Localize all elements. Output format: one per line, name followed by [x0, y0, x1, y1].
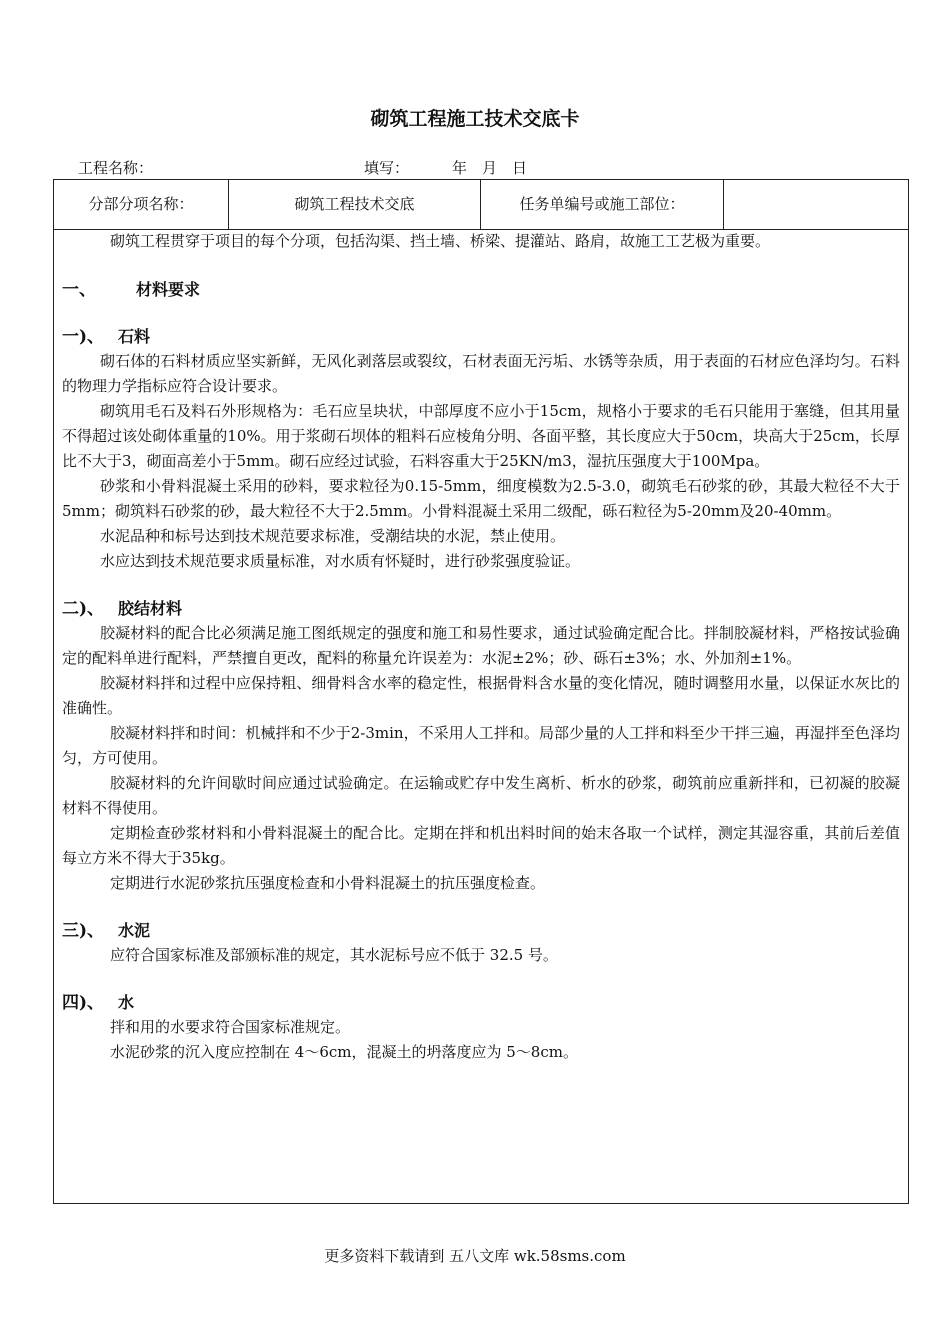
- paragraph: 水泥品种和标号达到技术规范要求标准，受潮结块的水泥，禁止使用。: [100, 527, 566, 545]
- paragraph: 水泥砂浆的沉入度应控制在 4～6cm，混凝土的坍落度应为 5～8cm。: [110, 1043, 578, 1061]
- date-label: 年 月 日: [452, 159, 528, 177]
- section-stone: [62, 324, 900, 349]
- heading-number: 一、: [62, 280, 96, 300]
- section-binding-material: [62, 596, 900, 621]
- handover-table: [53, 179, 909, 1204]
- heading-material-requirements: [62, 277, 900, 302]
- fill-label: 填写：: [364, 159, 410, 177]
- footer-download-note: 更多资料下载请到 五八文库 wk.58sms.com: [324, 1247, 626, 1265]
- task-number-label: 任务单编号或施工部位：: [481, 180, 724, 229]
- section-title: 水: [118, 993, 135, 1012]
- section-title: 胶结材料: [118, 599, 183, 618]
- paragraph: 水应达到技术规范要求质量标准，对水质有怀疑时，进行砂浆强度验证。: [100, 552, 581, 570]
- sub-item-value: 砌筑工程技术交底: [229, 180, 481, 229]
- section-number: 一)、: [62, 327, 105, 347]
- section-title: 石料: [118, 327, 151, 346]
- sub-item-label: 分部分项名称：: [54, 180, 229, 229]
- section-cement: [62, 918, 900, 943]
- paragraph: 胶凝材料的允许间歇时间应通过试验确定。在运输或贮存中发生离析、析水的砂浆，砌筑前应重新拌和，已初凝的胶凝材料不得使用。: [62, 774, 900, 817]
- paragraph: 胶凝材料拌和过程中应保持粗、细骨料含水率的稳定性，根据骨料含水量的变化情况，随时调整用水量，以保证水灰比的准确性。: [62, 674, 900, 717]
- document-title: 砌筑工程施工技术交底卡: [370, 108, 580, 130]
- paragraph: 应符合国家标准及部颁标准的规定，其水泥标号应不低于 32.5 号。: [110, 946, 558, 964]
- paragraph: 胶凝材料拌和时间：机械拌和不少于2-3min，不采用人工拌和。局部少量的人工拌和料至少干拌三遍，再湿拌至色泽均匀，方可使用。: [62, 724, 900, 767]
- section-number: 四)、: [62, 993, 105, 1013]
- section-title: 水泥: [118, 921, 151, 940]
- section-number: 三)、: [62, 921, 105, 941]
- intro-paragraph: 砌筑工程贯穿于项目的每个分项，包括沟渠、挡土墙、桥梁、提灌站、路肩，故施工工艺极为重要。: [110, 232, 771, 250]
- paragraph: 砌筑用毛石及料石外形规格为：毛石应呈块状，中部厚度不应小于15cm，规格小于要求的毛石只能用于塞缝，但其用量不得超过该处砌体重量的10%。用于浆砌石坝体的粗料石应棱角分明、各面平整，其长度应大于50cm，块高大于25cm，长厚比不大于3，砌面高差小于5mm。砌石应经过试验，石料容重大于25KN/m3，湿抗压强度大于100Mpa。: [62, 402, 900, 470]
- paragraph: 定期进行水泥砂浆抗压强度检查和小骨料混凝土的抗压强度检查。: [110, 874, 546, 892]
- section-number: 二)、: [62, 599, 105, 619]
- paragraph: 定期检查砂浆材料和小骨料混凝土的配合比。定期在拌和机出料时间的始末各取一个试样，测定其湿容重，其前后差值每立方米不得大于35kg。: [62, 824, 900, 867]
- project-name-label: 工程名称：: [78, 159, 154, 177]
- heading-title: 材料要求: [136, 280, 201, 299]
- paragraph: 胶凝材料的配合比必须满足施工图纸规定的强度和施工和易性要求，通过试验确定配合比。拌制胶凝材料，严格按试验确定的配料单进行配料，严禁擅自更改，配料的称量允许误差为：水泥±2%；砂、砾石±3%；水、外加剂±1%。: [62, 624, 900, 667]
- table-header-row: [54, 180, 908, 230]
- paragraph: 砂浆和小骨料混凝土采用的砂料，要求粒径为0.15-5mm，细度模数为2.5-3.0，砌筑毛石砂浆的砂，其最大粒径不大于5mm；砌筑料石砂浆的砂，最大粒径不大于2.5mm。小骨料混凝土采用二级配，砾石粒径为5-20mm及20-40mm。: [62, 477, 900, 520]
- table-body: [62, 229, 900, 1065]
- paragraph: 砌石体的石料材质应坚实新鲜，无风化剥落层或裂纹，石材表面无污垢、水锈等杂质，用于表面的石材应色泽均匀。石料的物理力学指标应符合设计要求。: [62, 352, 900, 395]
- paragraph: 拌和用的水要求符合国家标准规定。: [110, 1018, 351, 1036]
- task-number-value: [724, 180, 908, 229]
- section-water: [62, 990, 900, 1015]
